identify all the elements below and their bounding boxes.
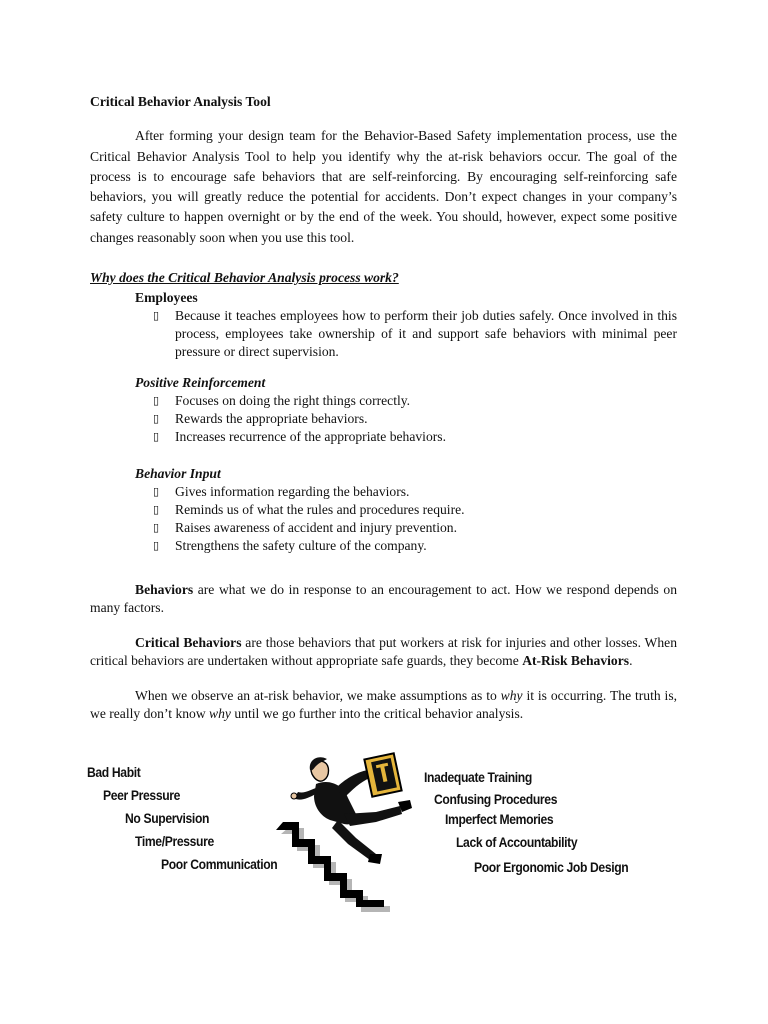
bullet-icon: ▯ [153, 539, 160, 553]
document-body [90, 92, 677, 723]
bullet-icon: ▯ [153, 430, 160, 444]
intro-paragraph: After forming your design team for the Behavior-Based Safety implementation process, use the Critical Behavior Analysis Tool to help you identify why the at-risk behaviors occur. The goal of the process is to encourage safe behaviors that are self-reinforcing. By encouraging self-reinforcing safe behaviors, you will greatly reduce the potential for accidents. Don’t expect changes in your company’s safety culture to happen overnight or by the end of the week. You should, however, expect some positive changes reasonably soon when you use this tool. [90, 128, 677, 245]
list-item: ▯ Raises awareness of accident and injury prevention. [153, 520, 457, 536]
list-item: ▯ Focuses on doing the right things correctly. [153, 393, 411, 409]
cause-label-left: Peer Pressure [103, 788, 181, 803]
falling-worker-clipart [272, 750, 432, 915]
bullet-icon: ▯ [153, 309, 160, 323]
observation-paragraph: When we observe an at-risk behavior, we make assumptions as to why it is occurring. The truth is, we really don’t know why until we go further into the critical behavior analysis. [90, 688, 678, 722]
cause-label-left: Bad Habit [87, 765, 141, 780]
cause-label-left: Poor Communication [161, 857, 278, 872]
employees-list [90, 307, 677, 361]
section-question: Why does the Critical Behavior Analysis process work? [90, 270, 399, 286]
section-heading-behavior-input: Behavior Input [135, 466, 221, 482]
list-item: ▯ Rewards the appropriate behaviors. [153, 411, 368, 427]
behaviors-term: Behaviors [135, 582, 194, 598]
bullet-icon: ▯ [153, 485, 160, 499]
list-item: ▯ Reminds us of what the rules and procedures require. [153, 502, 465, 518]
bullet-icon: ▯ [153, 503, 160, 517]
critical-behaviors-term: Critical Behaviors [135, 635, 242, 651]
cause-label-left: Time/Pressure [135, 834, 214, 849]
list-item: ▯ Gives information regarding the behaviors. [153, 484, 410, 500]
binder-icon [364, 753, 401, 796]
list-item: ▯ Because it teaches employees how to perform their job duties safely. Once involved in this process, employees take ownership of it and support safe behaviors with minimal peer pressure or direct supervision. [153, 308, 677, 360]
worker-arm-right [336, 770, 370, 798]
cause-label-right: Confusing Procedures [434, 792, 558, 807]
behavior-input-list [90, 483, 677, 555]
critical-behaviors-paragraph: Critical Behaviors are those behaviors that put workers at risk for injuries and other losses. When critical behaviors are undertaken without appropriate safe guards, they become At-Risk Behaviors. [90, 635, 677, 669]
section-heading-employees: Employees [135, 290, 198, 306]
cause-label-right: Inadequate Training [424, 770, 532, 785]
cause-label-right: Imperfect Memories [445, 812, 554, 827]
bullet-icon: ▯ [153, 521, 160, 535]
section-heading-positive-reinforcement: Positive Reinforcement [135, 375, 266, 391]
worker-leg-back [332, 820, 376, 860]
bullet-icon: ▯ [153, 394, 160, 408]
cause-label-right: Poor Ergonomic Job Design [474, 860, 629, 875]
at-risk-behaviors-term: At-Risk Behaviors [522, 653, 630, 669]
reinforcement-list [90, 392, 677, 446]
behaviors-paragraph: Behaviors are what we do in response to an encouragement to act. How we respond depends on many factors. [90, 582, 677, 616]
at-risk-causes-figure [0, 750, 768, 920]
list-item: ▯ Strengthens the safety culture of the company. [153, 538, 427, 554]
cause-label-right: Lack of Accountability [456, 835, 578, 850]
document-title: Critical Behavior Analysis Tool [90, 94, 271, 109]
worker-arm-left [294, 788, 316, 800]
stairs-icon [276, 822, 384, 907]
list-item: ▯ Increases recurrence of the appropriate behaviors. [153, 429, 446, 445]
bullet-icon: ▯ [153, 412, 160, 426]
worker-shoe [368, 854, 382, 864]
cause-label-left: No Supervision [125, 811, 210, 826]
